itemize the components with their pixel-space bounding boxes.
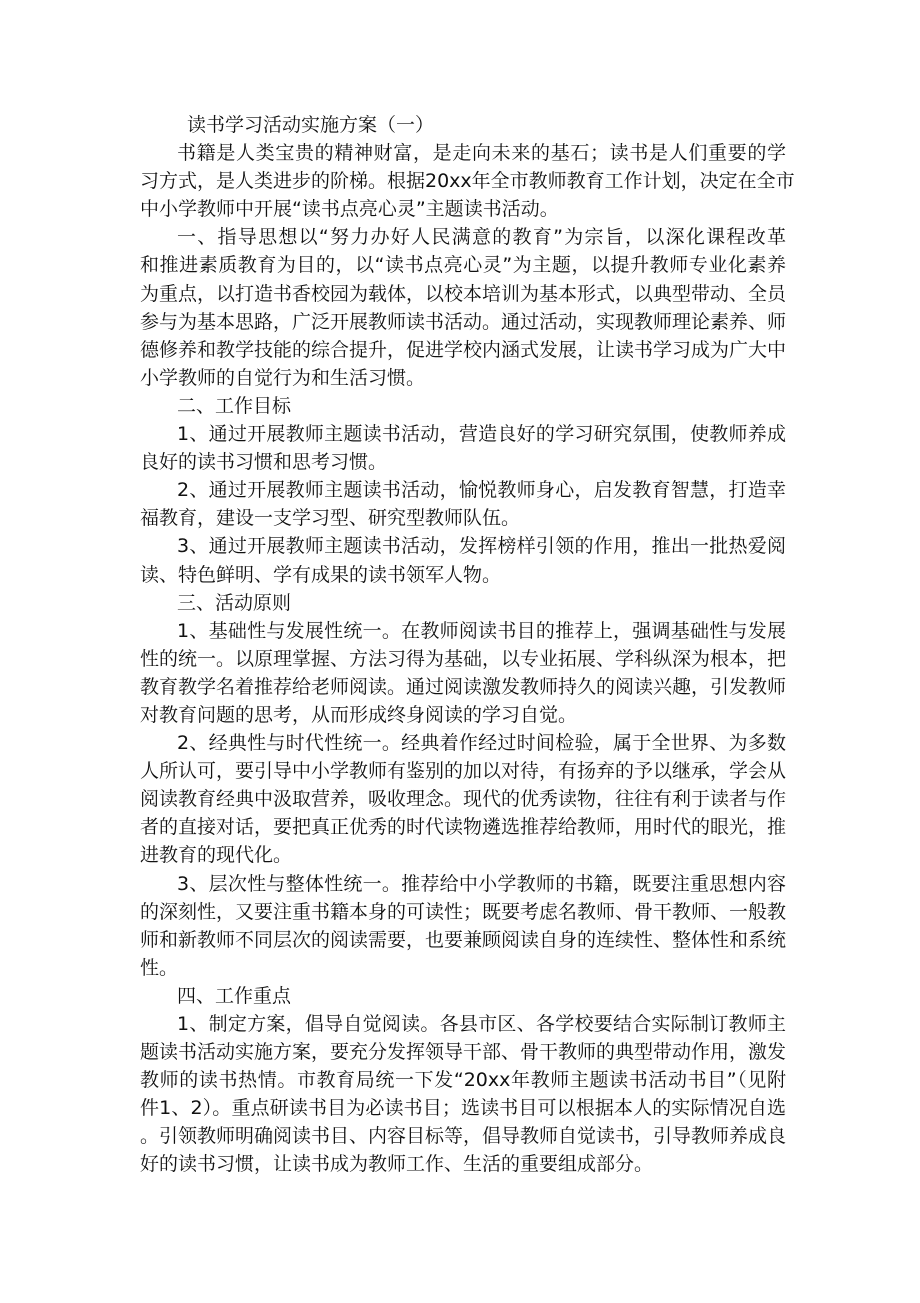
paragraph: [140, 139, 795, 223]
text-line: 和推进素质教育为目的，以“读书点亮心灵”为主题，以提升教师专业化素养: [140, 254, 786, 277]
text-line: 阅读教育经典中汲取营养，吸收理念。现代的优秀读物，往往有利于读者与作: [140, 788, 787, 811]
text-line: 性的统一。以原理掌握、方法习得为基础，以专业拓展、学科纵深为根本，把: [140, 647, 787, 670]
text-line: 为重点，以打造书香校园为载体，以校本培训为基本形式，以典型带动、全员: [140, 282, 787, 305]
text-line: 四、工作重点: [177, 984, 292, 1007]
document-page: [140, 111, 795, 1179]
text-line: 读、特色鲜明、学有成果的读书领军人物。: [140, 563, 502, 586]
paragraph: [140, 223, 786, 392]
document-body: [140, 139, 795, 1178]
text-line: 2、经典性与时代性统一。经典着作经过时间检验，属于全世界、为多数: [177, 732, 786, 755]
paragraph: [140, 870, 786, 982]
text-line: 良好的读书习惯和思考习惯。: [140, 451, 388, 474]
text-line: 教师的读书热情。市教育局统一下发“20xx年教师主题读书活动书目”（见附: [140, 1069, 786, 1092]
text-line: 习方式，是人类进步的阶梯。根据20xx年全市教师教育工作计划，决定在全市: [140, 170, 795, 193]
text-line: 对教育问题的思考，从而形成终身阅读的学习自觉。: [140, 703, 578, 726]
paragraph: [140, 532, 786, 588]
text-line: 人所认可，要引导中小学教师有鉴别的加以对待，有扬弃的予以继承，学会从: [140, 760, 787, 783]
text-line: 小学教师的自觉行为和生活习惯。: [140, 366, 426, 389]
text-line: 性。: [140, 956, 179, 979]
text-line: 三、活动原则: [177, 591, 292, 614]
section-heading: [140, 982, 786, 1010]
text-line: 进教育的现代化。: [140, 844, 293, 867]
text-line: 师和新教师不同层次的阅读需要，也要兼顾阅读自身的连续性、整体性和系统: [140, 928, 787, 951]
text-line: 的深刻性，又要注重书籍本身的可读性；既要考虑名教师、骨干教师、一般教: [140, 900, 787, 923]
text-line: 题读书活动实施方案，要充分发挥领导干部、骨干教师的典型带动作用，激发: [140, 1041, 787, 1064]
paragraph: [140, 617, 786, 729]
text-line: 。引领教师明确阅读书目、内容目标等，倡导教师自觉读书，引导教师养成良: [140, 1125, 787, 1148]
text-line: 教育教学名着推荐给老师阅读。通过阅读激发教师持久的阅读兴趣，引发教师: [140, 675, 787, 698]
text-line: 2、通过开展教师主题读书活动，愉悦教师身心，启发教育智慧，打造幸: [177, 479, 786, 502]
text-line: 参与为基本思路，广泛开展教师读书活动。通过活动，实现教师理论素养、师: [140, 310, 787, 333]
text-line: 1、制定方案，倡导自觉阅读。各县市区、各学校要结合实际制订教师主: [177, 1013, 786, 1035]
text-line: 3、通过开展教师主题读书活动，发挥榜样引领的作用，推出一批热爱阅: [177, 535, 786, 558]
section-heading: [140, 392, 786, 420]
text-line: 1、基础性与发展性统一。在教师阅读书目的推荐上，强调基础性与发展: [177, 619, 786, 642]
text-line: 德修养和教学技能的综合提升，促进学校内涵式发展，让读书学习成为广大中: [140, 338, 787, 361]
text-line: 一、指导思想以“努力办好人民满意的教育”为宗旨，以深化课程改革: [177, 226, 786, 249]
text-line: 书籍是人类宝贵的精神财富，是走向未来的基石；读书是人们重要的学: [177, 142, 786, 165]
text-line: 1、通过开展教师主题读书活动，营造良好的学习研究氛围，使教师养成: [177, 423, 786, 446]
text-line: 件1、2）。重点研读书目为必读书目；选读书目可以根据本人的实际情况自选: [140, 1097, 786, 1120]
paragraph: [140, 729, 786, 869]
document-title: 读书学习活动实施方案（一）: [187, 114, 435, 136]
text-line: 二、工作目标: [177, 394, 292, 417]
text-line: 福教育，建设一支学习型、研究型教师队伍。: [140, 507, 521, 530]
paragraph: [140, 1010, 786, 1179]
paragraph: [140, 476, 786, 532]
text-line: 3、层次性与整体性统一。推荐给中小学教师的书籍，既要注重思想内容: [177, 872, 786, 895]
section-heading: [140, 589, 786, 617]
text-line: 中小学教师中开展“读书点亮心灵”主题读书活动。: [140, 198, 559, 221]
text-line: 好的读书习惯，让读书成为教师工作、生活的重要组成部分。: [140, 1153, 654, 1176]
paragraph: [140, 420, 786, 476]
text-line: 者的直接对话，要把真正优秀的时代读物遴选推荐给教师，用时代的眼光，推: [140, 816, 787, 839]
